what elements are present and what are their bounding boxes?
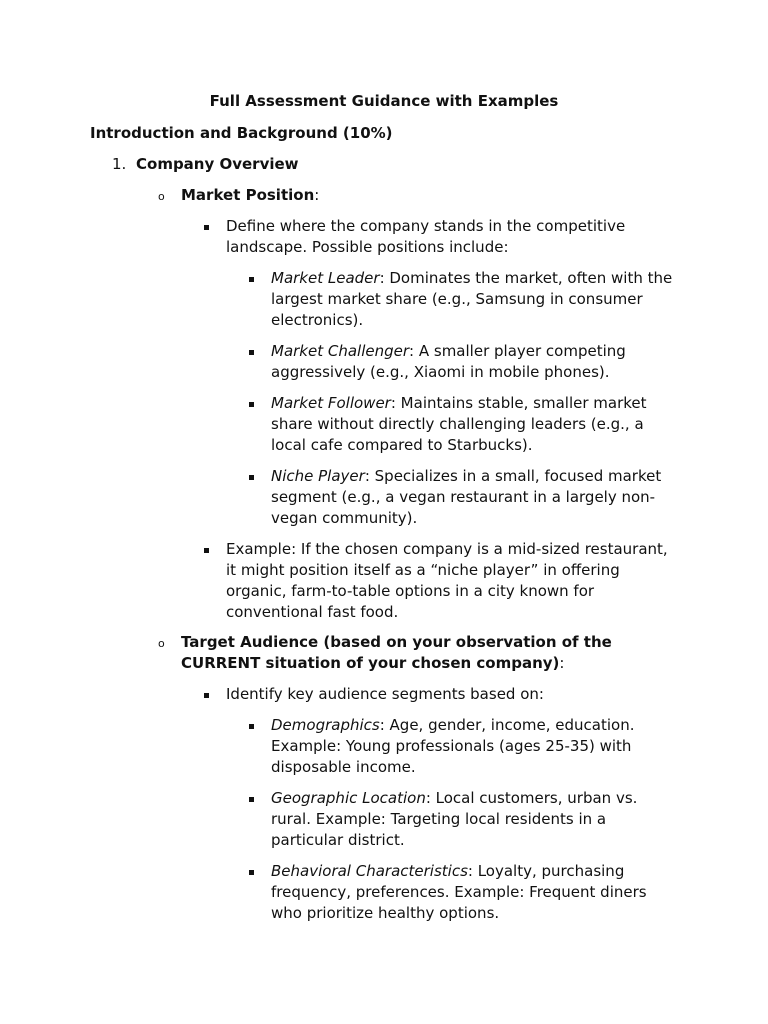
term: Demographics bbox=[271, 716, 380, 734]
list-item-text: particular district. bbox=[271, 831, 405, 849]
list-item-text: largest market share (e.g., Samsung in consumer bbox=[271, 290, 643, 308]
definition: : Specializes in a small, focused market bbox=[364, 467, 662, 485]
square-bullet-icon bbox=[204, 225, 209, 230]
market-position-label: Market Position bbox=[181, 186, 315, 204]
list-item-text: rural. Example: Targeting local residents in a bbox=[271, 810, 607, 828]
list-item-text: frequency, preferences. Example: Frequent diners bbox=[271, 883, 647, 901]
square-bullet-icon bbox=[249, 277, 254, 282]
term: Market Challenger bbox=[271, 342, 410, 360]
target-audience-label: CURRENT situation of your chosen company) bbox=[181, 654, 560, 672]
market-position-heading bbox=[181, 185, 319, 206]
square-bullet-icon bbox=[249, 475, 254, 480]
list-item-text: conventional fast food. bbox=[226, 603, 399, 621]
list-item-text: electronics). bbox=[271, 311, 364, 329]
list-item-text bbox=[271, 788, 637, 809]
hollow-bullet-icon: o bbox=[158, 637, 165, 650]
company-overview-heading: Company Overview bbox=[136, 155, 299, 173]
square-bullet-icon bbox=[249, 350, 254, 355]
list-item-text: Identify key audience segments based on: bbox=[226, 685, 544, 703]
list-item-text: landscape. Possible positions include: bbox=[226, 238, 509, 256]
term: Behavioral Characteristics bbox=[271, 862, 468, 880]
colon: : bbox=[314, 186, 320, 204]
list-item-text bbox=[271, 861, 624, 882]
target-audience-heading: Target Audience (based on your observation of the bbox=[181, 633, 612, 651]
list-item-text bbox=[271, 341, 626, 362]
list-item-text: share without directly challenging leaders (e.g., a bbox=[271, 415, 644, 433]
square-bullet-icon bbox=[249, 724, 254, 729]
list-item-text: Example: If the chosen company is a mid-sized restaurant, bbox=[226, 540, 668, 558]
list-item-text: Define where the company stands in the competitive bbox=[226, 217, 626, 235]
term: Geographic Location bbox=[271, 789, 426, 807]
term: Market Follower bbox=[271, 394, 391, 412]
list-item-text bbox=[271, 268, 672, 289]
list-item-text: local cafe compared to Starbucks). bbox=[271, 436, 533, 454]
target-audience-heading bbox=[181, 653, 564, 674]
list-item-text bbox=[271, 466, 661, 487]
list-item-text: disposable income. bbox=[271, 758, 416, 776]
definition: : A smaller player competing bbox=[409, 342, 626, 360]
list-number: 1. bbox=[112, 155, 127, 173]
document-title: Full Assessment Guidance with Examples bbox=[209, 92, 559, 110]
list-item-text: segment (e.g., a vegan restaurant in a largely non- bbox=[271, 488, 656, 506]
definition: : Maintains stable, smaller market bbox=[390, 394, 647, 412]
list-item-text bbox=[271, 393, 647, 414]
term: Niche Player bbox=[271, 467, 365, 485]
definition: : Dominates the market, often with the bbox=[379, 269, 673, 287]
list-item-text: who prioritize healthy options. bbox=[271, 904, 500, 922]
list-item-text: organic, farm-to-table options in a city known for bbox=[226, 582, 595, 600]
list-item-text: it might position itself as a “niche player” in offering bbox=[226, 561, 620, 579]
definition: : Age, gender, income, education. bbox=[379, 716, 635, 734]
term: Market Leader bbox=[271, 269, 380, 287]
square-bullet-icon bbox=[249, 402, 254, 407]
list-item-text: aggressively (e.g., Xiaomi in mobile phones). bbox=[271, 363, 610, 381]
square-bullet-icon bbox=[249, 797, 254, 802]
square-bullet-icon bbox=[204, 693, 209, 698]
square-bullet-icon bbox=[204, 548, 209, 553]
colon: : bbox=[559, 654, 565, 672]
definition: : Local customers, urban vs. bbox=[425, 789, 638, 807]
list-item-text: Example: Young professionals (ages 25-35) with bbox=[271, 737, 632, 755]
list-item-text: vegan community). bbox=[271, 509, 418, 527]
definition: : Loyalty, purchasing bbox=[467, 862, 625, 880]
square-bullet-icon bbox=[249, 870, 254, 875]
section-heading: Introduction and Background (10%) bbox=[90, 124, 393, 142]
list-item-text bbox=[271, 715, 634, 736]
hollow-bullet-icon: o bbox=[158, 190, 165, 203]
